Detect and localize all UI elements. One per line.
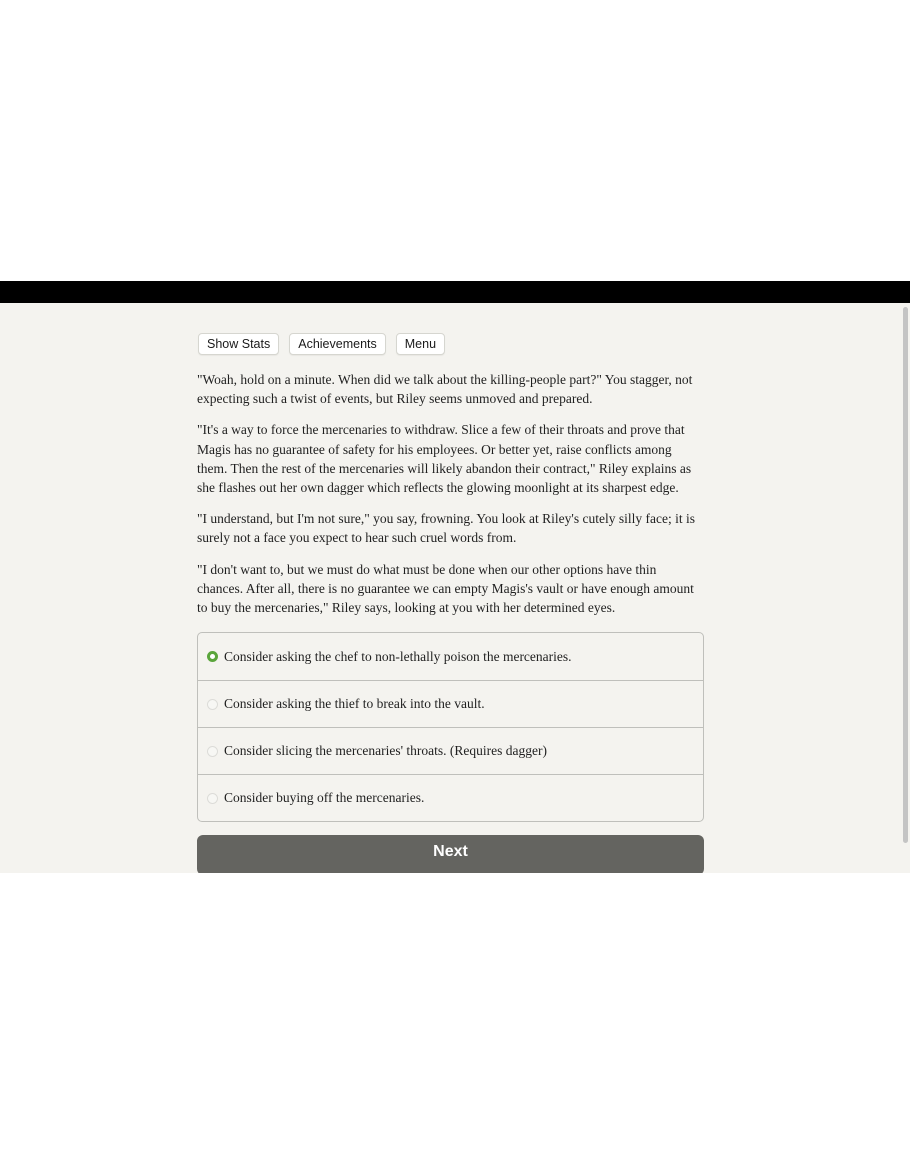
story-paragraph: "It's a way to force the mercenaries to withdraw. Slice a few of their throats and prove that Magis has no guarantee of safety for his employees. Or better yet, raise conflicts among them. Then the rest of the mercenaries will likely abandon their contract," Riley explains as she flashes out her own dagger which reflects the glowing moonlight at its sharpest edge.	[197, 422, 692, 496]
choice-option-1[interactable]	[198, 633, 703, 680]
story-text	[197, 370, 704, 617]
menu-button[interactable]: Menu	[396, 333, 445, 355]
top-black-bar	[0, 281, 910, 303]
toolbar	[198, 333, 704, 355]
choice-option-2[interactable]	[198, 680, 703, 727]
radio-empty-icon[interactable]	[207, 746, 218, 757]
choice-label: Consider slicing the mercenaries' throats. (Requires dagger)	[224, 743, 547, 759]
choice-label: Consider asking the chef to non-lethally poison the mercenaries.	[224, 648, 572, 664]
achievements-button[interactable]: Achievements	[289, 333, 386, 355]
choice-list	[197, 632, 704, 822]
choice-option-3[interactable]	[198, 727, 703, 774]
scrollbar-thumb[interactable]	[903, 307, 908, 843]
next-button[interactable]: Next	[197, 835, 704, 873]
game-content	[197, 333, 704, 873]
choice-option-4[interactable]	[198, 774, 703, 821]
radio-selected-icon[interactable]	[207, 651, 218, 662]
choice-label: Consider asking the thief to break into the vault.	[224, 696, 485, 712]
story-paragraph: "I don't want to, but we must do what must be done when our other options have thin chances. After all, there is no guarantee we can empty Magis's vault or have enough amount to buy the mercenaries," Riley says, looking at you with her determined eyes.	[197, 561, 694, 616]
game-viewport	[0, 303, 910, 873]
choice-label: Consider buying off the mercenaries.	[224, 790, 425, 806]
show-stats-button[interactable]: Show Stats	[198, 333, 279, 355]
radio-empty-icon[interactable]	[207, 699, 218, 710]
story-paragraph: "I understand, but I'm not sure," you say, frowning. You look at Riley's cutely silly face; it is surely not a face you expect to hear such cruel words from.	[197, 511, 695, 546]
vertical-scrollbar[interactable]	[900, 303, 910, 873]
story-paragraph: "Woah, hold on a minute. When did we talk about the killing-people part?" You stagger, not expecting such a twist of events, but Riley seems unmoved and prepared.	[197, 372, 693, 407]
radio-empty-icon[interactable]	[207, 793, 218, 804]
